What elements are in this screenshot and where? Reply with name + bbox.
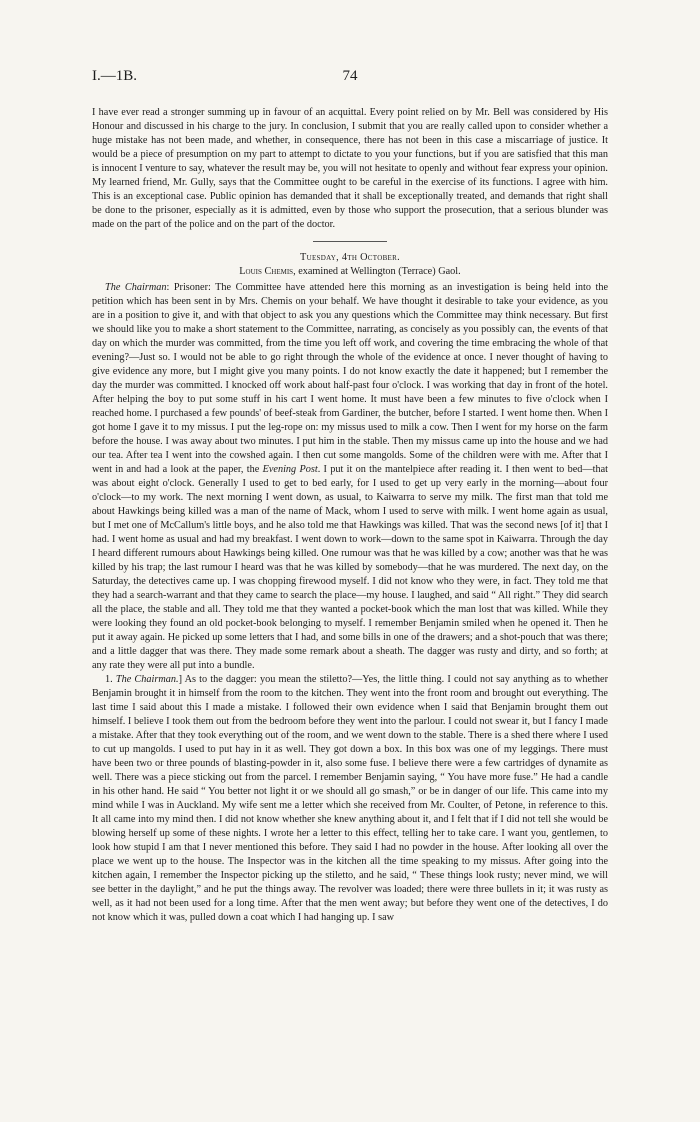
page-number: 74 [342,68,358,84]
testimony-text-1b: . I put it on the mantelpiece after reading it. I then went to bed—that was about eight o'clock. Generally I used to get to bed early, for I used to get up very early in the morning—about four o'clock—to my work. The next morning I went down, as usual, to Kaiwarra to serve my milk. The first man that told me about Hawkings being killed was a man of the name of Mack, whom I used to serve with milk. I went home again as usual, but I met one of McCallum's little boys, and he also told me that Hawkings was killed. That was the second news [of it] that I had. I went home as usual and had my breakfast. I went down to work—down to the same spot in Kaiwarra. Through the day I heard different rumours about Hawkings being killed. One rumour was that he was killed by a cow; another was that he was killed by his trap; the last rumour I heard was that he was killed by somebody—that he was murdered. The next day, on the Saturday, the detectives came up. I was chopping firewood myself. I did not know who they were, in fact. They told me that they had a search-warrant and that they came to search the place—my house. I laughed, and said “ All right.” They did search all the place, the stable and all. They told me that they wanted a pocket-book which the man lost that was killed. While they were looking they found an old pocket-book belonging to myself. I remember Benjamin smiled when he opened it. Then he put it away again. He picked up some letters that I had, and some bills in one of the drawers; and a shot-pouch that was there; and a little dagger that was there. They made some remark about a sheath. The dagger was rusty and dirty, and so forth; at any rate they were all put into a bundle. [92,464,609,671]
speaker-label: The Chairman [105,282,167,293]
testimony-paragraph-2 [92,673,608,925]
section-divider [313,241,387,242]
page-header [92,68,608,92]
date-heading: Tuesday, 4th October. [300,252,400,263]
witness-name: Louis Chemis [239,266,294,277]
newspaper-name: Evening Post [262,464,318,475]
testimony-paragraph-1 [92,281,608,673]
intro-paragraph: I have ever read a stronger summing up in favour of an acquittal. Every point relied on by Mr. Bell was considered by His Honour and discussed in his charge to the jury. In conclusion, I submit that you are really called upon to consider whether a huge mistake has not been made, and whether, in consequence, there has not been in this case a miscarriage of justice. It would be a piece of presumption on my part to attempt to dictate to you your functions, but if you are satisfied that this man is innocent I venture to say, whatever the result may be, you will not hesitate to openly and without fear express your opinion. My learned friend, Mr. Gully, says that the Committee ought to be careful in the exercise of its functions. I agree with him. This is an exceptional case. Public opinion has demanded that it shall be exceptionally treated, and demands that right shall be done to the prisoner, especially as it is admitted, even by those who support the prosecution, that a serious blunder was made on the part of the police and on the part of the doctor. [92,107,608,230]
question-speaker: The Chairman. [115,674,179,685]
question-number: 1. [105,674,113,685]
testimony-text-1a: : Prisoner: The Committee have attended here this morning as an investigation is being held into the petition which has been sent in by Mrs. Chemis on your behalf. We have thought it desirable to take your evidence, as you are in a position to give it, and with that object to ask you any questions which the Committee may think necessary. But first we should like you to make a short statement to the Committee, narrating, as concisely as you possibly can, the events of that day on which the murder was committed, from the time you left off work, and covering the time embracing the whole of that evening?—Just so. I would not be able to go right through the whole of the evidence at once. I never thought of having to give evidence any more, but I might give you many points. I do not know exactly the date it happened; but I remember the day the murder was committed. I knocked off work about half-past four o'clock. I was working that day in front of the hotel. After helping the boy to put some stuff in his cart I went home. It must have been a few minutes to five o'clock when I reached home. I purchased a few pounds' of beef-steak from Gardiner, the butcher, before I started. I went home then. When I got home I gave it to my missus. I put the leg-rope on: my missus used to milk a cow. Then I went for my horse on the farm before the house. I was away about two minutes. I put him in the stable. Then my missus came up into the house and we had our tea. After tea I went into the cowshed again. I then cut some mangolds. Some of the children were with me. After that I went in and had a look at the paper, the [92,282,608,475]
page-body [92,106,608,925]
testimony-text-2: ] As to the dagger: you mean the stiletto?—Yes, the little thing. I could not say anything as to whether Benjamin brought it in himself from the room to the kitchen. They went into the front room and brought out everything. The last time I said about this I made a mistake. I followed their own evidence when I said that Benjamin brought them out himself. I believe I took them out from the bedroom before they went into the parlour. I could not swear it, but I fancy I made a mistake. After that they took everything out of the room, and we went down to the stable. There is a shed there where I used to cut up mangolds. I used to put hay in it as well. They got down a box. In this box was one of my leggings. There must have been two or three pounds of blasting-powder in it, also some fuse. I believe there were a few cartridges of dynamite as well. There was a piece sticking out from the parcel. I remember Benjamin saying, “ You have more fuse.” He had a candle in his other hand. He said “ You better not light it or we should all go smash,” or be in danger of our life. This came into my mind while I was in Auckland. My wife sent me a letter which she received from Mr. Coulter, of Petone, in reference to this. It all came into my mind then. I did not know whether she knew anything about it, and I felt that if I did not tell she would be blowing herself up some of these nights. I wrote her a letter to this effect, telling her to take care. I want you, gentlemen, to look how stupid I am that I never mentioned this before. They said I had no powder in the house. After looking all over the place we went up to the house. The Inspector was in the kitchen all the time speaking to my missus. After going into the kitchen again, I remember the Inspector picking up the stiletto, and he said, “ These things look rusty; never mind, we will see better in the daylight,” and he put the things away. The revolver was loaded; there were three bullets in it; it was rusty as well, as it had not been used for a long time. After that the men went away; but before they went one of the detectives, I do not know which it was, pulled down a coat which I had hanging up. I saw [92,674,609,923]
document-reference: I.—1B. [92,68,137,84]
witness-heading [92,265,608,279]
witness-location: , examined at Wellington (Terrace) Gaol. [293,266,461,277]
